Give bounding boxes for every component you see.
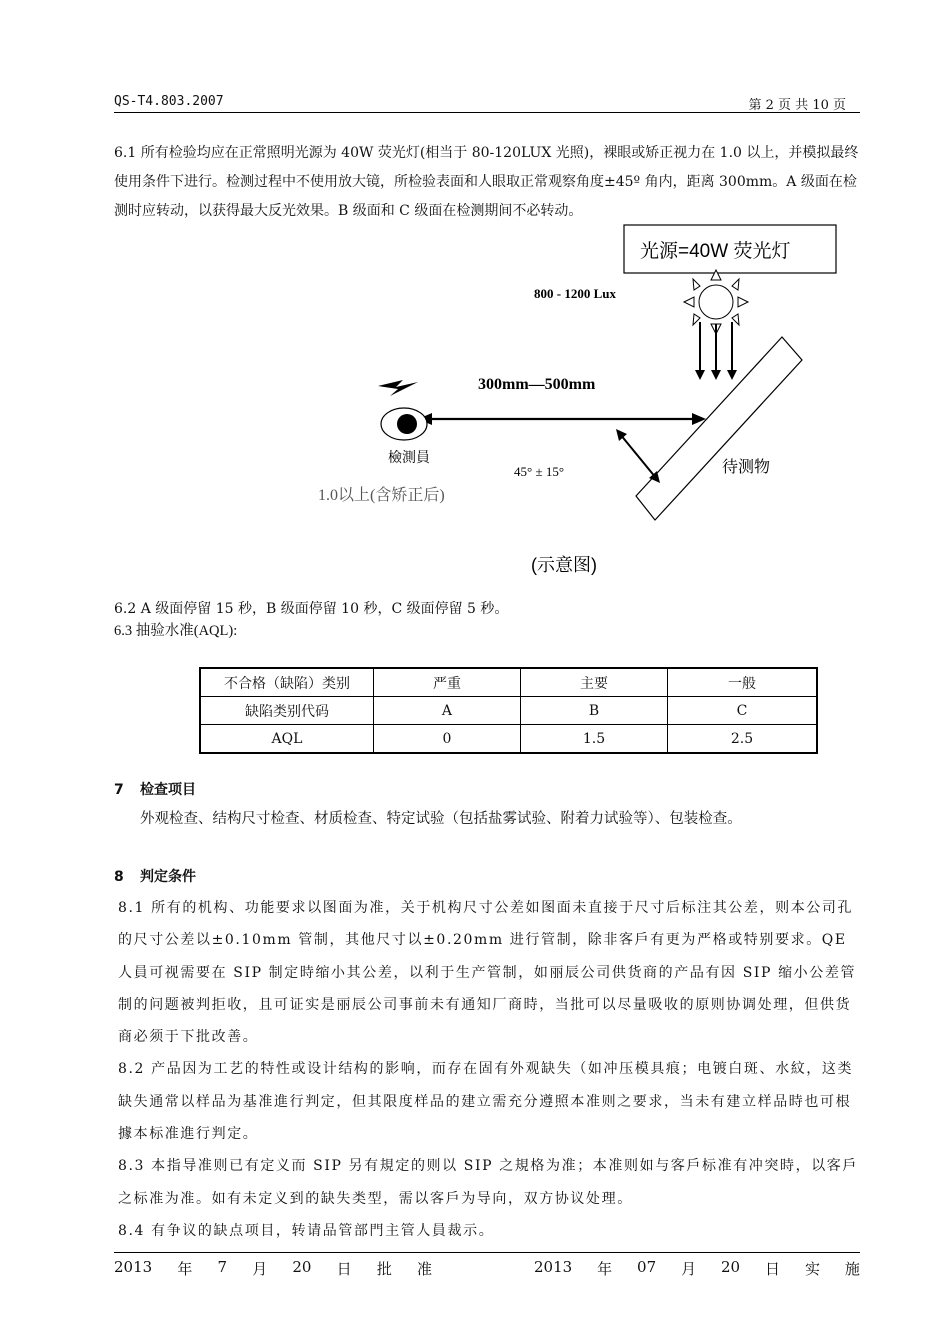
section-8-title: 判定条件 bbox=[140, 869, 196, 885]
table-cell: B bbox=[520, 697, 667, 725]
section-8-number: 8 bbox=[114, 869, 124, 885]
lightning-icon bbox=[378, 380, 418, 396]
vision-label: 1.0以上(含矫正后) bbox=[318, 487, 445, 504]
footer-token: 施 bbox=[844, 1260, 860, 1278]
footer-token: 月 bbox=[681, 1260, 697, 1278]
diagram-caption: (示意图) bbox=[531, 555, 597, 575]
approval-date bbox=[114, 1258, 432, 1279]
lux-label: 800 - 1200 Lux bbox=[534, 286, 616, 301]
section-8-body bbox=[118, 892, 858, 1247]
test-object-plate bbox=[636, 337, 802, 520]
paragraph-8-4: 8.4 有争议的缺点项目，转请品管部門主管人員裁示。 bbox=[118, 1222, 495, 1239]
footer-token: 2013 bbox=[114, 1258, 153, 1276]
table-cell: 不合格（缺陷）类别 bbox=[200, 668, 374, 697]
table-cell: 0 bbox=[374, 725, 521, 754]
inspection-diagram bbox=[0, 0, 950, 600]
table-cell: AQL bbox=[200, 725, 374, 754]
page-info: 第 2 页 共 10 页 bbox=[748, 98, 846, 113]
aql-table bbox=[199, 667, 818, 754]
footer-token: 07 bbox=[637, 1258, 657, 1276]
footer-token: 20 bbox=[292, 1258, 312, 1276]
table-row bbox=[200, 668, 817, 697]
light-ray-arrowheads bbox=[695, 370, 737, 380]
eye-pupil-icon bbox=[397, 414, 417, 434]
paragraph-6-2: 6.2 A 级面停留 15 秒，B 级面停留 10 秒，C 级面停留 5 秒。 bbox=[114, 601, 509, 617]
footer-rule bbox=[114, 1252, 860, 1253]
footer-token: 年 bbox=[597, 1260, 613, 1278]
table-cell: C bbox=[667, 697, 817, 725]
footer-token: 年 bbox=[177, 1260, 193, 1278]
footer-token: 实 bbox=[804, 1260, 820, 1278]
angle-arrow-line bbox=[620, 434, 656, 478]
paragraph-8-2: 8.2 产品因为工艺的特性或设计结构的影响，而存在固有外观缺失（如冲压模具痕；电镀白斑、水紋，这类缺失通常以样品为基准進行判定，但其限度样品的建立需充分遵照本准则之要求，当未有建立样品時也可根據本标准進行判定。 bbox=[118, 1061, 854, 1143]
paragraph-8-1: 8.1 所有的机构、功能要求以图面为准，关于机构尺寸公差如图面未直接于尺寸后标注其公差，则本公司孔的尺寸公差以±0.10mm 管制，其他尺寸以±0.20mm 进行管制，除非客戶有更为严格或特别要求。QE 人員可视需要在 SIP 制定時缩小其公差，以利于生产管制，如丽辰公司供货商的产品有因 SIP 缩小公差管制的问题被判拒收，且可证实是丽辰公司事前未有通知厂商時，当批可以尽量吸收的原则协调处理，但供货商必须于下批改善。 bbox=[118, 900, 857, 1046]
section-7-heading bbox=[114, 779, 196, 799]
table-cell: 缺陷类别代码 bbox=[200, 697, 374, 725]
section-7-body: 外观检查、结构尺寸检查、材质检查、特定试验（包括盐雾试验、附着力试验等）、包装检查。 bbox=[140, 811, 742, 827]
table-cell: 主要 bbox=[520, 668, 667, 697]
paragraph-6-1: 6.1 所有检验均应在正常照明光源为 40W 荧光灯(相当于 80-120LUX 光照)，裸眼或矫正视力在 1.0 以上，并模拟最终使用条件下进行。检测过程中不使用放大镜，所检验表面和人眼取正常观察角度±45º 角内，距离 300mm。A 级面在检测时应转动，以获得最大反光效果。B 级面和 C 级面在检测期间不必转动。 bbox=[114, 145, 859, 219]
table-cell: 严重 bbox=[374, 668, 521, 697]
footer-token: 日 bbox=[336, 1260, 352, 1278]
distance-label: 300mm—500mm bbox=[478, 376, 596, 393]
paragraph-8-3: 8.3 本指导准则已有定义而 SIP 另有規定的则以 SIP 之規格为准；本准则如与客戶标准有冲突時，以客戶之标准为准。如有未定义到的缺失类型，需以客戶为导向，双方协议处理。 bbox=[118, 1158, 858, 1207]
table-row bbox=[200, 697, 817, 725]
section-7-number: 7 bbox=[114, 782, 124, 798]
table-row bbox=[200, 725, 817, 754]
section-7-title: 检查项目 bbox=[140, 782, 196, 798]
light-rays bbox=[700, 322, 732, 372]
section-8-heading bbox=[114, 866, 196, 886]
table-cell: 1.5 bbox=[520, 725, 667, 754]
table-cell: 一般 bbox=[667, 668, 817, 697]
angle-label: 45° ± 15° bbox=[514, 464, 565, 479]
footer-token: 日 bbox=[765, 1260, 781, 1278]
light-source-label: 光源=40W 荧光灯 bbox=[640, 241, 791, 262]
footer-token: 月 bbox=[252, 1260, 268, 1278]
footer-token: 2013 bbox=[534, 1258, 573, 1276]
footer-token: 20 bbox=[721, 1258, 741, 1276]
footer-token: 批 bbox=[376, 1260, 392, 1278]
footer-token: 准 bbox=[416, 1260, 432, 1278]
object-label: 待测物 bbox=[722, 459, 771, 476]
table-cell: 2.5 bbox=[667, 725, 817, 754]
footer-token: 7 bbox=[217, 1258, 228, 1276]
table-cell: A bbox=[374, 697, 521, 725]
paragraph-6-3: 6.3 抽验水准(AQL): bbox=[114, 623, 238, 639]
doc-code: QS-T4.803.2007 bbox=[114, 94, 224, 109]
implementation-date bbox=[534, 1258, 860, 1279]
inspector-label: 檢測員 bbox=[388, 449, 430, 465]
